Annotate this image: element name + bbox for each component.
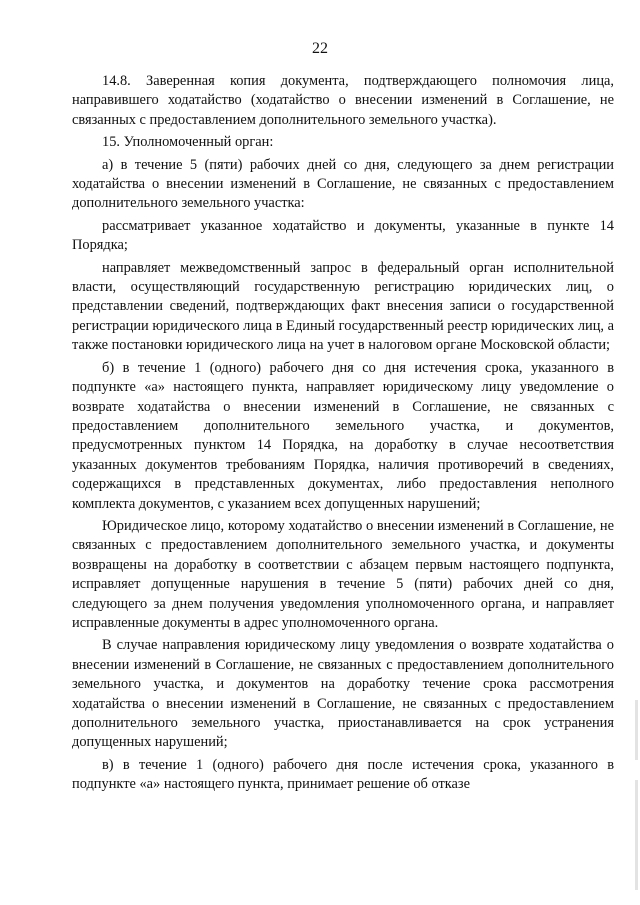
- paragraph-15-heading: 15. Уполномоченный орган:: [102, 134, 274, 151]
- paragraph-15-v: в) в течение 1 (одного) рабочего дня после истечения срока, указанного в подпункте «а» настоящего пункта, принимает решение об отказе: [72, 756, 614, 793]
- document-body: [72, 72, 614, 798]
- paragraph-15-a-review: рассматривает указанное ходатайство и документы, указанные в пункте 14 Порядка;: [72, 217, 614, 254]
- paragraph-15-b-return: Юридическое лицо, которому ходатайство о внесении изменений в Соглашение, не связанных с предоставлением дополнительного земельного участка, и документы возвращены на доработку в соответствии с абзацем первым настоящего подпункта, исправляет допущенные нарушения в течение 5 (пяти) рабочих дней со дня, следующего за днем получения уведомления уполномоченного органа, и направляет исправленные документы в адрес уполномоченного органа.: [72, 517, 614, 631]
- paragraph-15-b-suspension: В случае направления юридическому лицу уведомления о возврате ходатайства о внесении изменений в Соглашение, не связанных с предоставлением дополнительного земельного участка, и документов на доработку течение срока рассмотрения ходатайства о внесении изменений в Соглашение, не связанных с предоставлением дополнительного земельного участка, приостанавливается на срок устранения допущенных нарушений;: [72, 637, 614, 751]
- page-number: 22: [312, 40, 328, 57]
- paragraph-15-a-request: направляет межведомственный запрос в федеральный орган исполнительной власти, осуществляющий государственную регистрацию юридических лиц, о представлении сведений, подтверждающих факт внесения записи о государственной регистрации юридического лица в Единый государственный реестр юридических лиц, а также постановки юридического лица на учет в налоговом органе Московской области;: [72, 259, 614, 354]
- margin-scan-mark: [635, 700, 638, 760]
- paragraph-15-a: а) в течение 5 (пяти) рабочих дней со дня, следующего за днем регистрации ходатайства о внесении изменений в Соглашение, не связанных с предоставлением дополнительного земельного участка:: [72, 156, 614, 212]
- margin-scan-mark: [635, 780, 638, 890]
- paragraph-15-b: б) в течение 1 (одного) рабочего дня со дня истечения срока, указанного в подпункте «а» настоящего пункта, направляет юридическому лицу уведомление о возврате ходатайства о внесении изменений в Соглашение, не связанных с предоставлением дополнительного земельного участка, и документов, предусмотренных пунктом 14 Порядка, на доработку в случае несоответствия указанных документов требованиям Порядка, наличия противоречий в сведениях, содержащихся в представленных документах, либо предоставления неполного комплекта документов, с указанием всех допущенных нарушений;: [72, 359, 614, 512]
- paragraph-14-8: 14.8. Заверенная копия документа, подтверждающего полномочия лица, направившего ходатайство (ходатайство о внесении изменений в Соглашение, не связанных с предоставлением дополнительного земельного участка).: [72, 73, 614, 128]
